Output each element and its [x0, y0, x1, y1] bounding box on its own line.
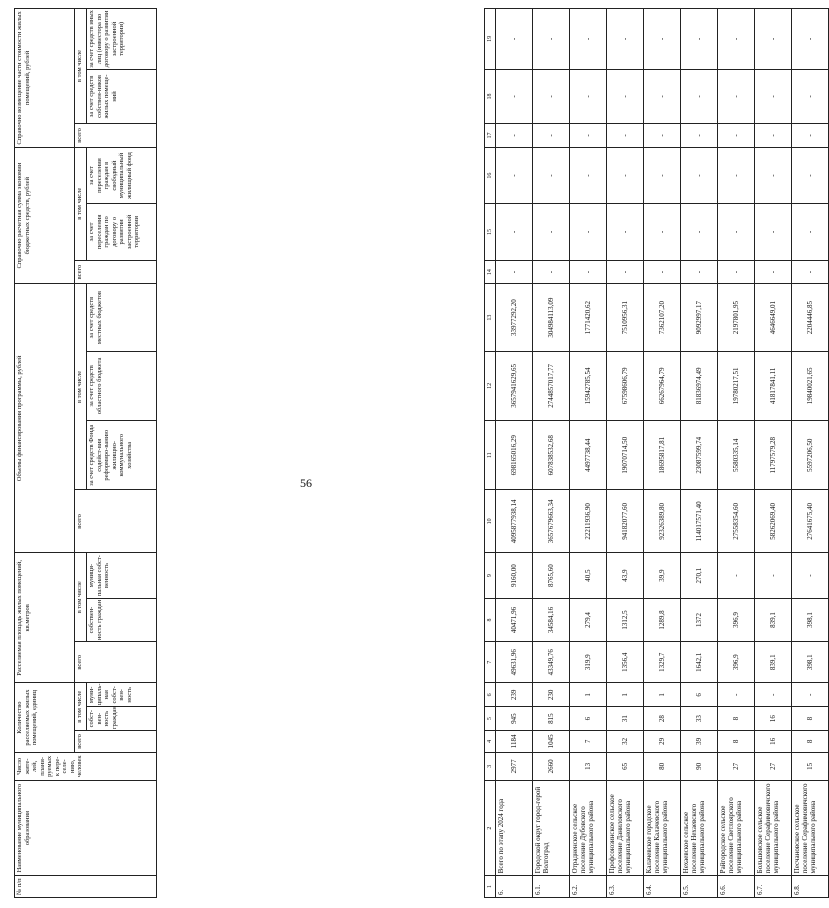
header-residents: Число жите-лей, плани-руемых к пере-селе-нию, человек — [15, 752, 157, 780]
table-row — [681, 9, 718, 898]
cell-c16: - — [755, 147, 792, 203]
cell-c13: 2197801,95 — [718, 284, 755, 351]
column-number: 13 — [485, 284, 496, 351]
cell-c7: 1329,7 — [644, 642, 681, 683]
municipality-name: Отрадненское сельское поселение Дубовского муниципального района — [570, 780, 607, 875]
cell-c11: 19070714,50 — [607, 421, 644, 490]
cell-c17: - — [681, 124, 718, 148]
header-finance: Объемы финансирования программы, рублей — [15, 284, 75, 553]
cell-c11: 5580335,14 — [718, 421, 755, 490]
cell-c12: 66267964,79 — [644, 351, 681, 420]
table-row — [718, 9, 755, 898]
cell-c9: - — [718, 553, 755, 599]
cell-c5: 6 — [570, 707, 607, 731]
cell-c3: 27 — [718, 752, 755, 780]
cell-c6: - — [718, 683, 755, 707]
data-rows — [496, 9, 829, 898]
header-local: за счет средств местных бюджетов — [87, 284, 157, 351]
cell-c13: 33977292,20 — [496, 284, 533, 351]
cell-c4: 29 — [644, 731, 681, 753]
column-number: 2 — [485, 780, 496, 875]
header-ref2: Справочно возмещение части стоимости жилых помещений, рублей — [15, 9, 75, 148]
row-number: 6.4. — [644, 876, 681, 898]
row-number: 6.7. — [755, 876, 792, 898]
header-ref1-incl: в том числе — [75, 147, 87, 260]
column-number-row — [485, 9, 496, 898]
cell-c15: - — [792, 204, 829, 260]
cell-c13: 1771420,62 — [570, 284, 607, 351]
header-ref2-a: за счет средств собствен-ников жилых помеще-ний — [87, 69, 157, 123]
table-header — [14, 8, 157, 898]
header-own-citizens-area: собствен-ность граждан — [87, 598, 157, 641]
cell-c4: 16 — [755, 731, 792, 753]
column-number: 12 — [485, 351, 496, 420]
header-ref1-a: за счет переселения граждан по договору о развитии застроенной территории — [87, 204, 157, 260]
row-number: 6.2. — [570, 876, 607, 898]
cell-c9: - — [792, 553, 829, 599]
cell-c11: 698165016,29 — [496, 421, 533, 490]
cell-c7: 1642,1 — [681, 642, 718, 683]
cell-c5: 16 — [755, 707, 792, 731]
header-name: Наименование муниципального образования — [15, 780, 157, 875]
row-number: 6.5. — [681, 876, 718, 898]
cell-c15: - — [570, 204, 607, 260]
cell-c8: 398,1 — [792, 598, 829, 641]
cell-c7: 839,1 — [755, 642, 792, 683]
cell-c3: 80 — [644, 752, 681, 780]
cell-c16: - — [533, 147, 570, 203]
cell-c10: 3657679663,34 — [533, 490, 570, 553]
cell-c3: 27 — [755, 752, 792, 780]
cell-c9: 40,5 — [570, 553, 607, 599]
column-number: 10 — [485, 490, 496, 553]
cell-c17: - — [496, 124, 533, 148]
cell-c6: 239 — [496, 683, 533, 707]
cell-c19: - — [755, 9, 792, 70]
table-body — [484, 8, 829, 898]
cell-c12: 41817841,11 — [755, 351, 792, 420]
cell-c11: 23087599,74 — [681, 421, 718, 490]
cell-c6: 1 — [607, 683, 644, 707]
header-muni-own: муни-ципаль-ная собст-вен-ность — [87, 683, 157, 707]
cell-c10: 92326389,80 — [644, 490, 681, 553]
header-own-citizens: собст-вен-ность граждан — [87, 707, 157, 731]
cell-c17: - — [792, 124, 829, 148]
cell-c12: 15942785,54 — [570, 351, 607, 420]
cell-c9: - — [755, 553, 792, 599]
header-ref1: Справочно расчетная сумма экономии бюджетных средств, рублей — [15, 147, 75, 284]
row-number: 6.8. — [792, 876, 829, 898]
cell-c4: 1045 — [533, 731, 570, 753]
cell-c11: 607838532,68 — [533, 421, 570, 490]
cell-c14: - — [718, 260, 755, 284]
row-number: 6.6. — [718, 876, 755, 898]
column-number: 7 — [485, 642, 496, 683]
cell-c6: 6 — [681, 683, 718, 707]
table-row — [533, 9, 570, 898]
cell-c5: 8 — [792, 707, 829, 731]
cell-c3: 15 — [792, 752, 829, 780]
cell-c9: 9160,00 — [496, 553, 533, 599]
cell-c14: - — [607, 260, 644, 284]
cell-c6: 230 — [533, 683, 570, 707]
cell-c17: - — [570, 124, 607, 148]
cell-c7: 319,9 — [570, 642, 607, 683]
column-number: 17 — [485, 124, 496, 148]
cell-c19: - — [718, 9, 755, 70]
cell-c12: 19780217,51 — [718, 351, 755, 420]
cell-c15: - — [607, 204, 644, 260]
table-row — [644, 9, 681, 898]
cell-c7: 43349,76 — [533, 642, 570, 683]
cell-c8: 1312,5 — [607, 598, 644, 641]
cell-c9: 39,9 — [644, 553, 681, 599]
cell-c3: 2660 — [533, 752, 570, 780]
cell-c19: - — [570, 9, 607, 70]
cell-c13: 9092997,17 — [681, 284, 718, 351]
cell-c16: - — [644, 147, 681, 203]
cell-c16: - — [681, 147, 718, 203]
cell-c3: 90 — [681, 752, 718, 780]
page-number: 56 — [300, 476, 312, 490]
cell-c11: 18695817,81 — [644, 421, 681, 490]
cell-c13: 304984113,09 — [533, 284, 570, 351]
cell-c8: 279,4 — [570, 598, 607, 641]
header-ref1-b: за счет переселения граждан в свободный муниципальный жилищный фонд — [87, 147, 157, 203]
cell-c4: 1184 — [496, 731, 533, 753]
cell-c19: - — [792, 9, 829, 70]
column-number: 18 — [485, 69, 496, 123]
cell-c16: - — [718, 147, 755, 203]
cell-c14: - — [792, 260, 829, 284]
cell-c13: 4646649,01 — [755, 284, 792, 351]
cell-c19: - — [644, 9, 681, 70]
cell-c14: - — [533, 260, 570, 284]
cell-c14: - — [644, 260, 681, 284]
row-number: 6. — [496, 876, 533, 898]
table-row — [496, 9, 533, 898]
cell-c9: 8765,60 — [533, 553, 570, 599]
cell-c17: - — [718, 124, 755, 148]
cell-c3: 65 — [607, 752, 644, 780]
cell-c17: - — [533, 124, 570, 148]
cell-c8: 1289,8 — [644, 598, 681, 641]
municipality-name: Всего по этапу 2024 года — [496, 780, 533, 875]
cell-c5: 28 — [644, 707, 681, 731]
cell-c18: - — [755, 69, 792, 123]
cell-c10: 22211936,90 — [570, 490, 607, 553]
header-regional: за счет средств областного бюджета — [87, 351, 157, 420]
cell-c7: 396,9 — [718, 642, 755, 683]
cell-c18: - — [496, 69, 533, 123]
cell-c19: - — [533, 9, 570, 70]
municipality-name: Нехаевское сельское поселение Нехаевского муниципального района — [681, 780, 718, 875]
cell-c16: - — [496, 147, 533, 203]
cell-c13: 7362107,20 — [644, 284, 681, 351]
cell-c4: 39 — [681, 731, 718, 753]
cell-c4: 32 — [607, 731, 644, 753]
header-fin-incl: в том числе — [75, 284, 87, 490]
cell-c18: - — [570, 69, 607, 123]
cell-c7: 1356,4 — [607, 642, 644, 683]
row-number: 6.1. — [533, 876, 570, 898]
cell-c6: - — [755, 683, 792, 707]
cell-c5: 945 — [496, 707, 533, 731]
table-row — [607, 9, 644, 898]
column-number: 9 — [485, 553, 496, 599]
cell-c18: - — [644, 69, 681, 123]
table-row — [570, 9, 607, 898]
cell-c8: 396,9 — [718, 598, 755, 641]
header-qty-incl: в том числе — [75, 683, 87, 731]
cell-c10: 27641675,40 — [792, 490, 829, 553]
header-qty: Количество расселяемых жилых помещений, единиц — [15, 683, 75, 752]
header-fund: за счет средств Фонда содейст-вия реформиро-ванию жилищно-коммунального хозяйства — [87, 421, 157, 490]
cell-c15: - — [496, 204, 533, 260]
cell-c12: 2744857017,77 — [533, 351, 570, 420]
cell-c18: - — [718, 69, 755, 123]
cell-c4: 7 — [570, 731, 607, 753]
cell-c18: - — [533, 69, 570, 123]
cell-c3: 2977 — [496, 752, 533, 780]
cell-c4: 8 — [792, 731, 829, 753]
cell-c8: 34584,16 — [533, 598, 570, 641]
cell-c17: - — [755, 124, 792, 148]
cell-c6: 1 — [644, 683, 681, 707]
cell-c12: 19840021,65 — [792, 351, 829, 420]
header-ref1-total: всего — [75, 260, 157, 284]
column-number: 16 — [485, 147, 496, 203]
cell-c14: - — [681, 260, 718, 284]
cell-c18: - — [607, 69, 644, 123]
cell-c14: - — [570, 260, 607, 284]
column-number: 1 — [485, 876, 496, 898]
cell-c10: 114017571,40 — [681, 490, 718, 553]
column-number: 19 — [485, 9, 496, 70]
cell-c6: 1 — [570, 683, 607, 707]
cell-c8: 839,1 — [755, 598, 792, 641]
municipality-name: Калачевское городское поселение Калачевского муниципального района — [644, 780, 681, 875]
cell-c15: - — [681, 204, 718, 260]
cell-c10: 4095877938,14 — [496, 490, 533, 553]
column-number: 15 — [485, 204, 496, 260]
cell-c15: - — [718, 204, 755, 260]
cell-c9: 43,9 — [607, 553, 644, 599]
column-number: 14 — [485, 260, 496, 284]
cell-c19: - — [496, 9, 533, 70]
cell-c11: 5597206,50 — [792, 421, 829, 490]
header-ref2-total: всего — [75, 124, 157, 148]
cell-c18: - — [681, 69, 718, 123]
header-ref2-b: за счет средств иных лиц (инвестора по договору о развитии застроенной территории) — [87, 9, 157, 70]
cell-c15: - — [755, 204, 792, 260]
column-number: 4 — [485, 731, 496, 753]
cell-c13: 2204446,85 — [792, 284, 829, 351]
column-number: 5 — [485, 707, 496, 731]
cell-c8: 1372 — [681, 598, 718, 641]
municipality-name: Городской округ город-герой Волгоград — [533, 780, 570, 875]
header-qty-total: всего — [75, 731, 157, 753]
cell-c5: 8 — [718, 707, 755, 731]
header-area: Расселяемая площадь жилых помещений, кв.метров — [15, 553, 75, 683]
cell-c5: 815 — [533, 707, 570, 731]
cell-c16: - — [570, 147, 607, 203]
municipality-name: Большовское сельское поселение Серафимовичского муниципального района — [755, 780, 792, 875]
cell-c14: - — [755, 260, 792, 284]
header-ref2-incl: в том числе — [75, 9, 87, 124]
cell-c10: 94182077,60 — [607, 490, 644, 553]
cell-c6: - — [792, 683, 829, 707]
cell-c14: - — [496, 260, 533, 284]
cell-c5: 33 — [681, 707, 718, 731]
rotated-table-area — [14, 0, 817, 898]
cell-c17: - — [644, 124, 681, 148]
cell-c12: 67598606,79 — [607, 351, 644, 420]
cell-c19: - — [681, 9, 718, 70]
cell-c10: 58262069,40 — [755, 490, 792, 553]
cell-c15: - — [533, 204, 570, 260]
cell-c12: 81836974,49 — [681, 351, 718, 420]
cell-c11: 11797579,28 — [755, 421, 792, 490]
column-number: 6 — [485, 683, 496, 707]
header-muni-own-area: муници-пальная собст-венность — [87, 553, 157, 599]
municipality-name: Райгородское сельское поселение Светлоярского муниципального района — [718, 780, 755, 875]
cell-c16: - — [792, 147, 829, 203]
cell-c7: 398,1 — [792, 642, 829, 683]
cell-c17: - — [607, 124, 644, 148]
cell-c5: 31 — [607, 707, 644, 731]
table-row — [792, 9, 829, 898]
table-row — [755, 9, 792, 898]
cell-c11: 4497738,44 — [570, 421, 607, 490]
municipality-name: Профсоюзинское сельское поселение Даниловского муниципального района — [607, 780, 644, 875]
column-number: 3 — [485, 752, 496, 780]
cell-c9: 270,1 — [681, 553, 718, 599]
row-number: 6.3. — [607, 876, 644, 898]
header-area-incl: в том числе — [75, 553, 87, 642]
municipality-name: Песчановское сельское поселение Серафимовичского муниципального района — [792, 780, 829, 875]
cell-c10: 27558354,60 — [718, 490, 755, 553]
column-number: 8 — [485, 598, 496, 641]
header-fin-total: всего — [75, 490, 157, 553]
cell-c13: 7510956,31 — [607, 284, 644, 351]
cell-c16: - — [607, 147, 644, 203]
header-no: № п/п — [15, 876, 157, 898]
cell-c4: 8 — [718, 731, 755, 753]
cell-c18: - — [792, 69, 829, 123]
column-number: 11 — [485, 421, 496, 490]
cell-c15: - — [644, 204, 681, 260]
header-area-total: всего — [75, 642, 157, 683]
cell-c7: 49631,96 — [496, 642, 533, 683]
cell-c8: 40471,96 — [496, 598, 533, 641]
cell-c12: 3657941629,65 — [496, 351, 533, 420]
cell-c3: 13 — [570, 752, 607, 780]
cell-c19: - — [607, 9, 644, 70]
